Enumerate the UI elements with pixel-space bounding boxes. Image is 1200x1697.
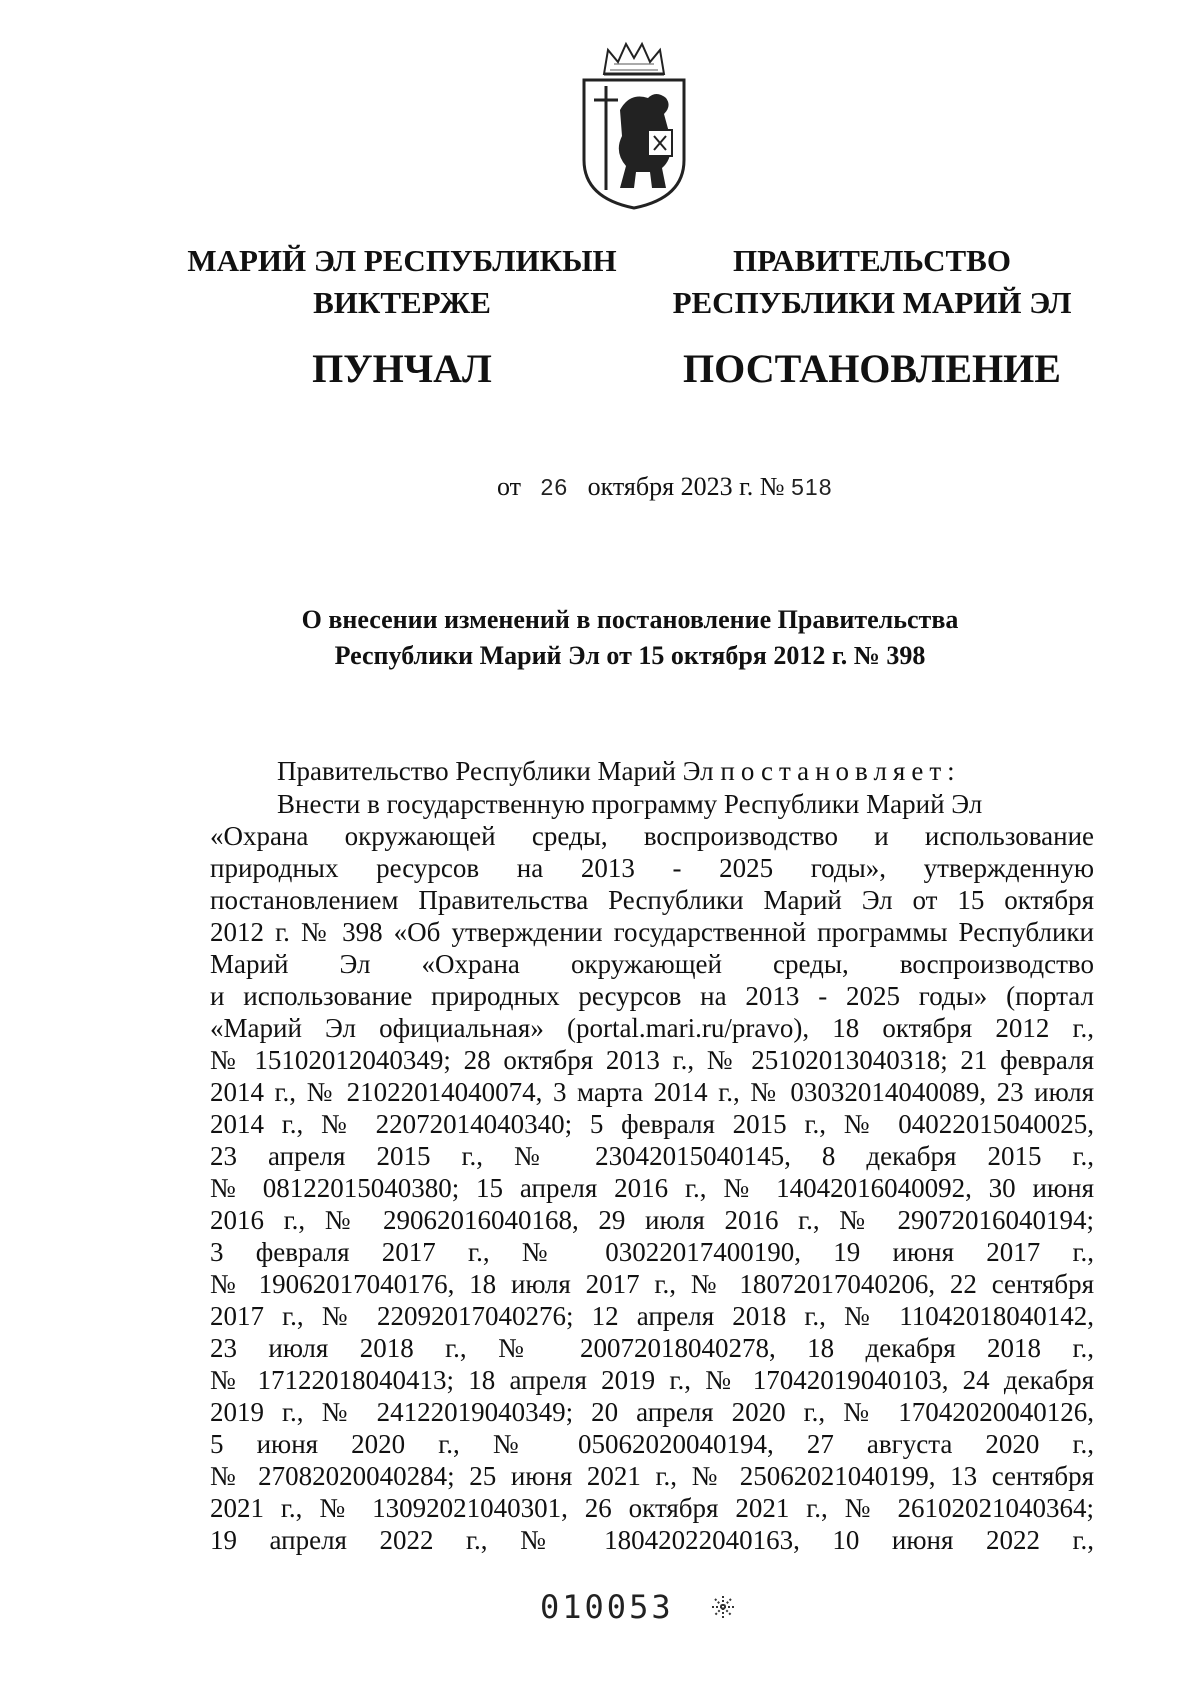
body-line: «Марий Эл официальная» (portal.mari.ru/pravo), 18 октября 2012 г., (210, 1013, 1094, 1043)
body-line: 3 февраля 2017 г., № 03022017400190, 19 июня 2017 г., (210, 1237, 1094, 1267)
date-day: 26 (540, 474, 569, 500)
serial-number-stamp (540, 1588, 736, 1626)
body-line: 2012 г. № 398 «Об утверждении государственной программы Республики (210, 917, 1094, 947)
body-line: 23 июля 2018 г., № 20072018040278, 18 декабря 2018 г., (210, 1333, 1094, 1363)
document-title (200, 602, 1060, 674)
body-line: 2019 г., № 24122019040349; 20 апреля 2020 г., № 17042020040126, (210, 1397, 1094, 1427)
date-prefix: от (497, 472, 522, 501)
asterisk-mark-icon (710, 1594, 736, 1620)
header-right-doc-type: ПОСТАНОВЛЕНИЕ (683, 346, 1061, 391)
body-line: 2016 г., № 29062016040168, 29 июля 2016 г., № 29072016040194; (210, 1205, 1094, 1235)
body-line: № 17122018040413; 18 апреля 2019 г., № 17042019040103, 24 декабря (210, 1365, 1094, 1395)
body-line: и использование природных ресурсов на 2013 - 2025 годы» (портал (210, 981, 1094, 1011)
preamble (277, 756, 961, 787)
body-line: 19 апреля 2022 г., № 18042022040163, 10 июня 2022 г., (210, 1525, 1094, 1555)
preamble-verb: постановляет: (720, 756, 961, 786)
header-left-line2: ВИКТЕРЖЕ (313, 285, 491, 320)
body-line: 2014 г., № 22072014040340; 5 февраля 2015 г., № 04022015040025, (210, 1109, 1094, 1139)
body-line: 5 июня 2020 г., № 05062020040194, 27 августа 2020 г., (210, 1429, 1094, 1459)
header-right-line2: РЕСПУБЛИКИ МАРИЙ ЭЛ (672, 285, 1072, 320)
body-line: № 08122015040380; 15 апреля 2016 г., № 14042016040092, 30 июня (210, 1173, 1094, 1203)
body-line: № 27082020040284; 25 июня 2021 г., № 25062021040199, 13 сентября (210, 1461, 1094, 1491)
title-line2: Республики Марий Эл от 15 октября 2012 г. № 398 (334, 641, 926, 670)
preamble-subject: Правительство Республики Марий Эл (277, 756, 714, 786)
header-left (180, 240, 624, 394)
body-line: 2014 г., № 21022014040074, 3 марта 2014 г., № 03032014040089, 23 июля (210, 1077, 1094, 1107)
body-line: № 15102012040349; 28 октября 2013 г., № 25102013040318; 21 февраля (210, 1045, 1094, 1075)
date-month-year: октября 2023 г. № (587, 472, 785, 501)
body-line: постановлением Правительства Республики Марий Эл от 15 октября (210, 885, 1094, 915)
body-line: 2021 г., № 13092021040301, 26 октября 2021 г., № 26102021040364; (210, 1493, 1094, 1523)
header-right-line1: ПРАВИТЕЛЬСТВО (733, 243, 1011, 278)
document-number: 518 (791, 474, 833, 500)
header-left-line1: МАРИЙ ЭЛ РЕСПУБЛИКЫН (187, 243, 617, 278)
header-right (650, 240, 1094, 394)
date-line (497, 472, 833, 502)
body-line: Марий Эл «Охрана окружающей среды, воспроизводство (210, 949, 1094, 979)
body-line: Внести в государственную программу Республики Марий Эл (277, 789, 983, 819)
serial-number: 010053 (540, 1588, 674, 1626)
body-line: 23 апреля 2015 г., № 23042015040145, 8 декабря 2015 г., (210, 1141, 1094, 1171)
header-left-doc-type: ПУНЧАЛ (312, 346, 492, 391)
body-line: № 19062017040176, 18 июля 2017 г., № 18072017040206, 22 сентября (210, 1269, 1094, 1299)
title-line1: О внесении изменений в постановление Правительства (301, 605, 959, 634)
body-paragraph (210, 788, 1094, 1556)
body-line: природных ресурсов на 2013 - 2025 годы», утвержденную (210, 853, 1094, 883)
coat-of-arms-icon (574, 40, 694, 212)
body-line: «Охрана окружающей среды, воспроизводство и использование (210, 821, 1094, 851)
body-line: 2017 г., № 22092017040276; 12 апреля 2018 г., № 11042018040142, (210, 1301, 1094, 1331)
